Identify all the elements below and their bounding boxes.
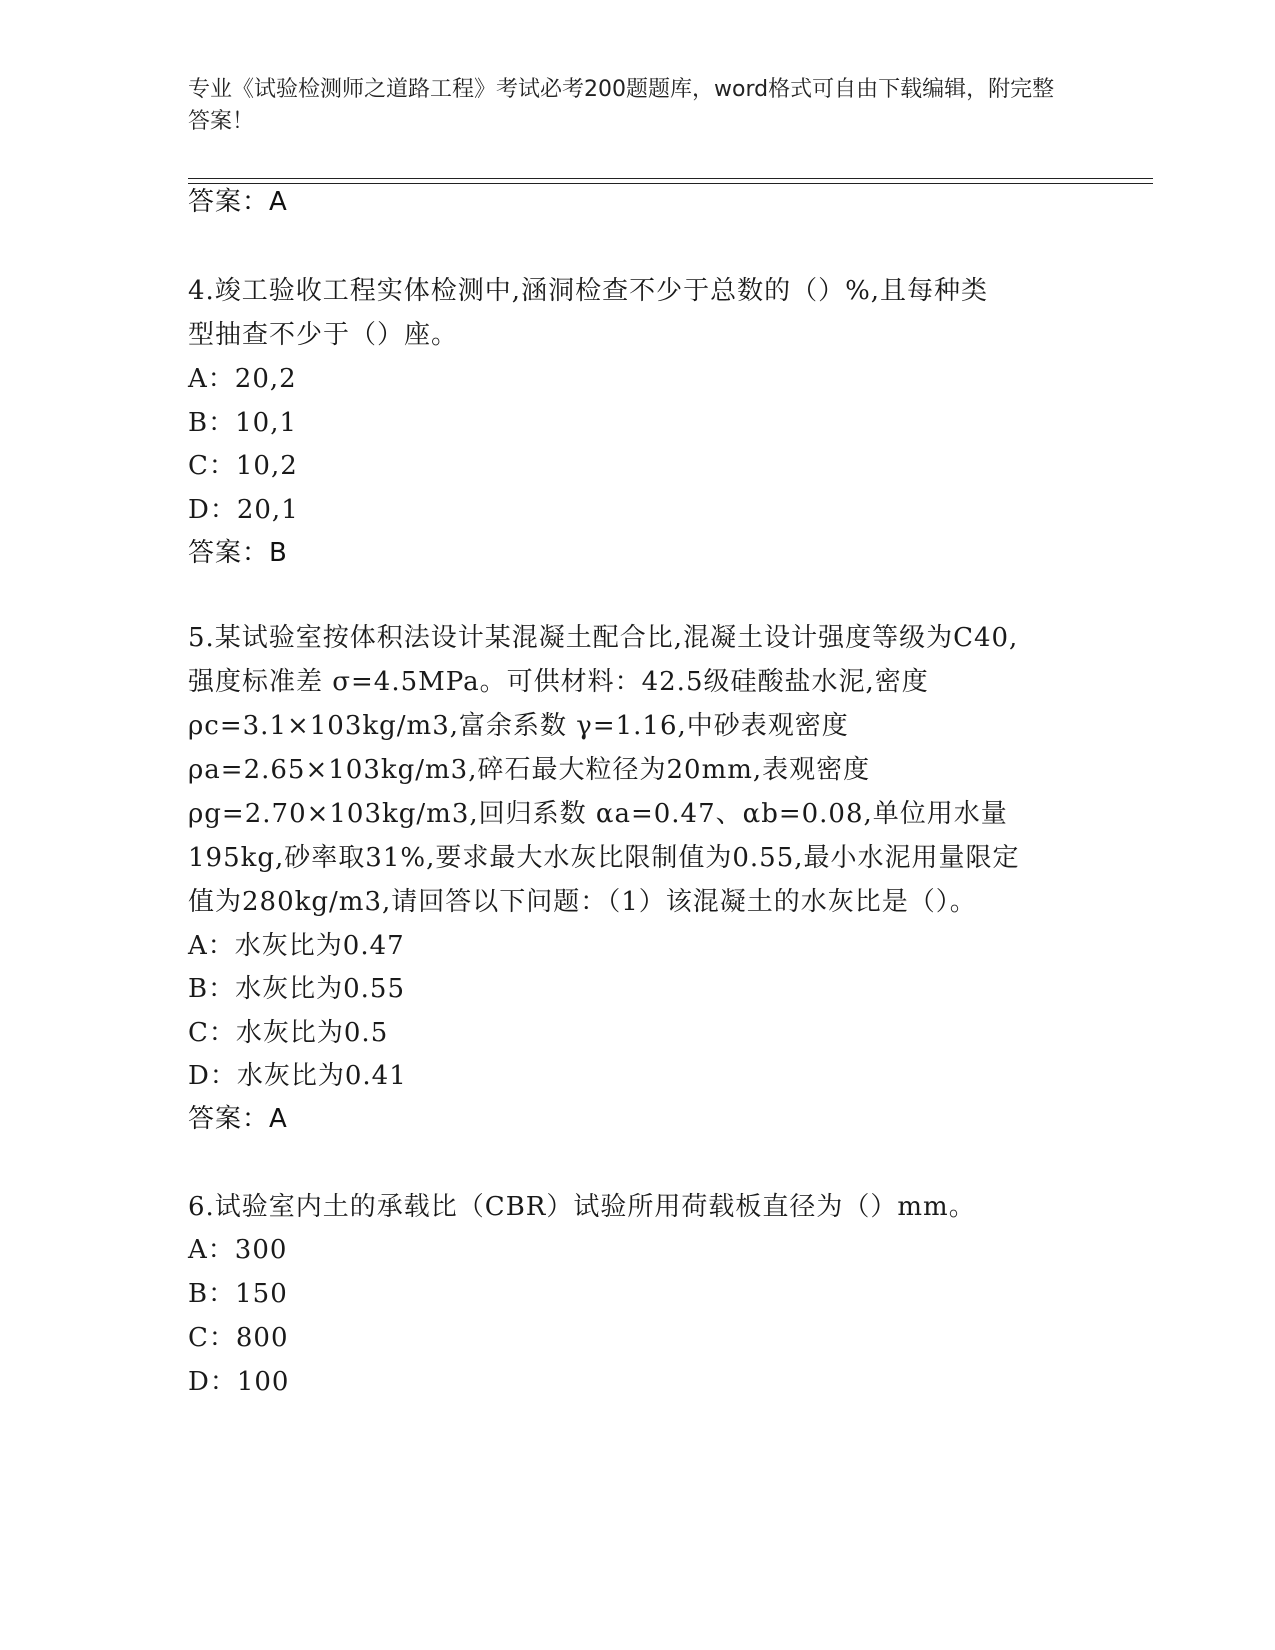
question-4-option-b: B：10,1 [188,408,297,438]
question-5-option-b: B：水灰比为0.55 [188,974,405,1004]
question-5-line-3: ρc=3.1×103kg/m3,富余系数 γ=1.16,中砂表观密度 [188,711,849,741]
question-4-line-2: 型抽查不少于（）座。 [188,320,459,350]
question-4-option-a: A：20,2 [188,364,297,394]
answer-q3: 答案：A [188,187,288,217]
answer-q4: 答案：B [188,538,288,568]
question-5-line-5: ρg=2.70×103kg/m3,回归系数 αa=0.47、αb=0.08,单位用水量 [188,799,1008,829]
question-6-option-a: A：300 [188,1235,288,1265]
question-5-line-6: 195kg,砂率取31%,要求最大水灰比限制值为0.55,最小水泥用量限定 [188,843,1020,873]
question-5-option-d: D：水灰比为0.41 [188,1061,407,1091]
question-6-line-1: 6.试验室内土的承载比（CBR）试验所用荷载板直径为（）mm。 [188,1192,976,1222]
question-5-line-2: 强度标准差 σ=4.5MPa。可供材料：42.5级硅酸盐水泥,密度 [188,667,929,697]
question-5-line-4: ρa=2.65×103kg/m3,碎石最大粒径为20mm,表观密度 [188,755,871,785]
question-6-option-d: D：100 [188,1367,290,1397]
question-5-line-1: 5.某试验室按体积法设计某混凝土配合比,混凝土设计强度等级为C40, [188,623,1019,653]
question-4-line-1: 4.竣工验收工程实体检测中,涵洞检查不少于总数的（）%,且每种类 [188,276,989,306]
header-divider-bottom [188,183,1153,184]
question-6-option-c: C：800 [188,1323,289,1353]
question-4-option-d: D：20,1 [188,495,299,525]
question-6-option-b: B：150 [188,1279,288,1309]
answer-q5: 答案：A [188,1104,288,1134]
header-divider-top [188,178,1153,179]
question-5-option-a: A：水灰比为0.47 [188,931,405,961]
page-header: 专业《试验检测师之道路工程》考试必考200题题库，word格式可自由下载编辑，附完整答案！ [188,77,1055,134]
question-5-option-c: C：水灰比为0.5 [188,1018,389,1048]
question-4-option-c: C：10,2 [188,451,298,481]
question-5-line-7: 值为280kg/m3,请回答以下问题：（1）该混凝土的水灰比是（）。 [188,887,977,917]
